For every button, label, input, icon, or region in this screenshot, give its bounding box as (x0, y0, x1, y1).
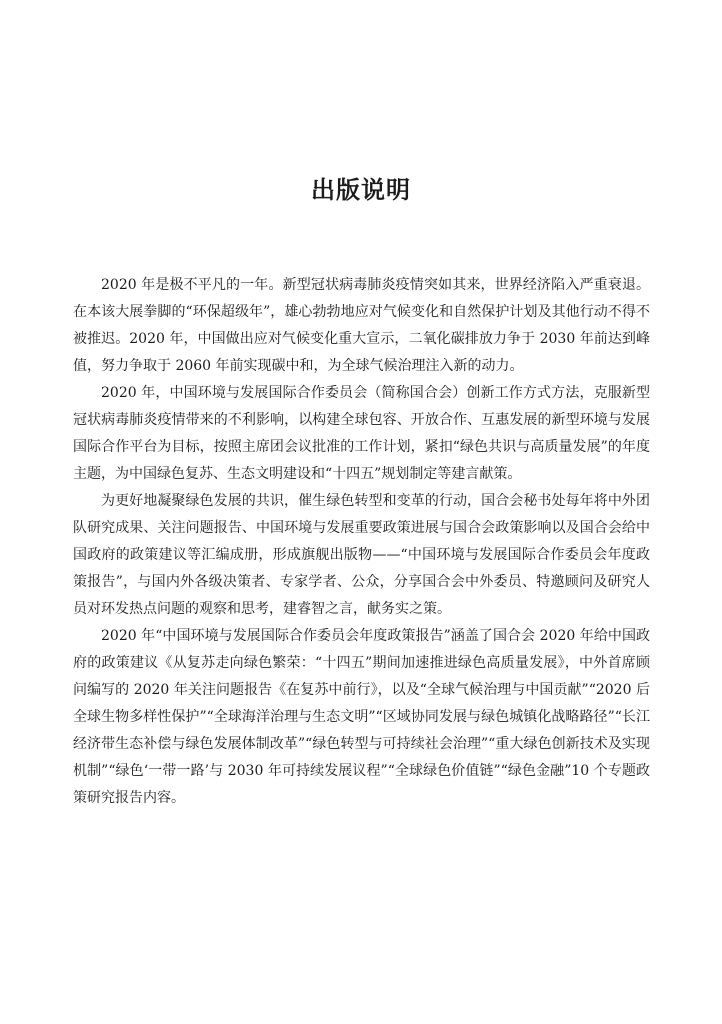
paragraph-3: 为更好地凝聚绿色发展的共识，催生绿色转型和变革的行动，国合会秘书处每年将中外团队研究成果、关注问题报告、中国环境与发展重要政策进展与国合会政策影响以及国合会给中国政府的政策建议等汇编成册，形成旗舰出版物——“中国环境与发展国际合作委员会年度政策报告”，与国内外各级决策者、专家学者、公众，分享国合会中外委员、特邀顾问及研究人员对环发热点问题的观察和思考，建睿智之言，献务实之策。 (73, 493, 650, 617)
paragraph-1: 2020 年是极不平凡的一年。新型冠状病毒肺炎疫情突如其来，世界经济陷入严重衰退。在本该大展拳脚的“环保超级年”，雄心勃勃地应对气候变化和自然保护计划及其他行动不得不被推迟。2020 年，中国做出应对气候变化重大宣示，二氧化碳排放力争于 2030 年前达到峰值，努力争取于 2060 年前实现碳中和，为全球气候治理注入新的动力。 (73, 277, 650, 374)
paragraph-2: 2020 年，中国环境与发展国际合作委员会（简称国合会）创新工作方式方法，克服新型冠状病毒肺炎疫情带来的不利影响，以构建全球包容、开放合作、互惠发展的新型环境与发展国际合作平台为目标，按照主席团会议批准的工作计划，紧扣“绿色共识与高质量发展”的年度主题，为中国绿色复苏、生态文明建设和“十四五”规划制定等建言献策。 (73, 385, 650, 482)
paragraph-4: 2020 年“中国环境与发展国际合作委员会年度政策报告”涵盖了国合会 2020 年给中国政府的政策建议《从复苏走向绿色繁荣：“十四五”期间加速推进绿色高质量发展》，中外首席顾问编写的 2020 年关注问题报告《在复苏中前行》，以及“全球气候治理与中国贡献”“2020 后全球生物多样性保护”“全球海洋治理与生态文明”“区域协同发展与绿色城镇化战略路径”“长江经济带生态补偿与绿色发展体制改革”“绿色转型与可持续社会治理”“重大绿色创新技术及实现机制”“绿色‘一带一路’与 2030 年可持续发展议程”“全球绿色价值链”“绿色金融”10 个专题政策研究报告内容。 (73, 628, 650, 806)
body-text (73, 272, 650, 812)
page-title: 出版说明 (311, 176, 411, 204)
